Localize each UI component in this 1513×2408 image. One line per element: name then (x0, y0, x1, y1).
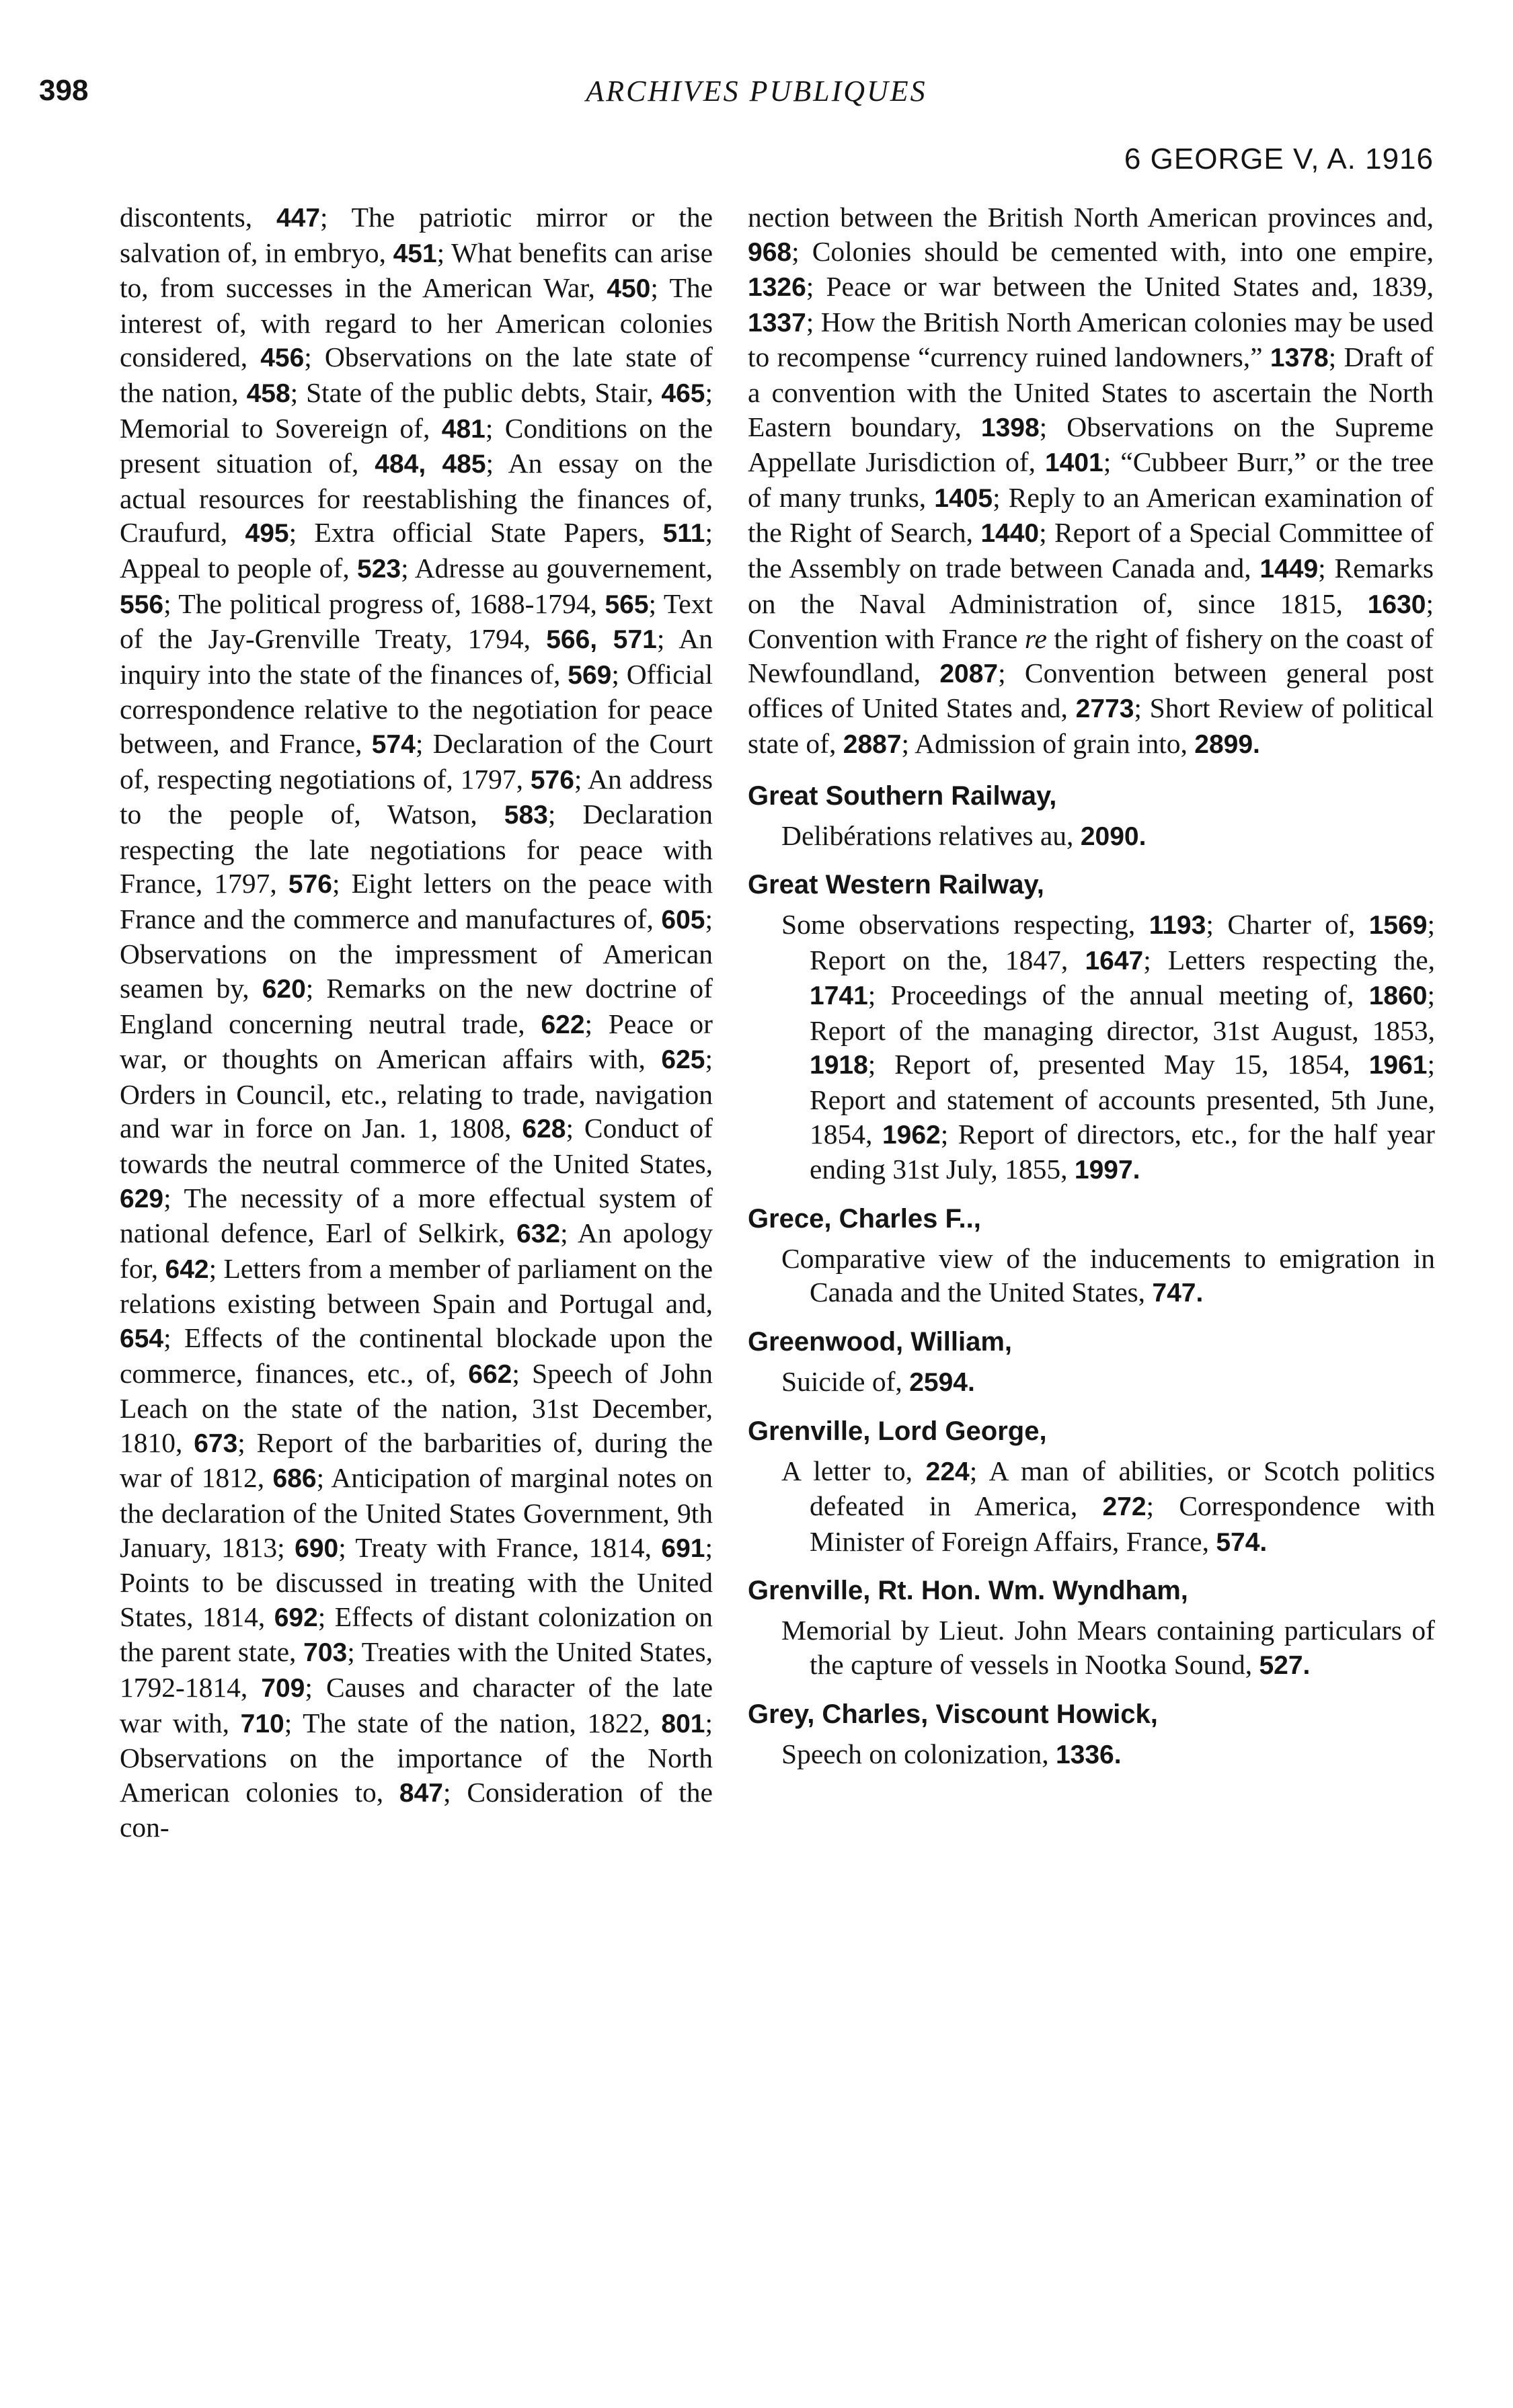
left-column-text: discontents, 447; The patriotic mirror or the salvation of, in embryo, 451; What benefits can arise to, from successes in the American War, 450; The interest of, with regard to her American colonies considered, 456; Observations on the late state of the nation, 458; State of the public debts, Stair, 465; Memorial to Sovereign of, 481; Conditions on the present situation of, 484, 485; An essay on the actual resources for reestablishing the finances of, Craufurd, 495; Extra official State Papers, 511; Appeal to people of, 523; Adresse au gouvernement, 556; The political progress of, 1688-1794, 565; Text of the Jay-Grenville Treaty, 1794, 566, 571; An inquiry into the state of the finances of, 569; Official correspondence relative to the negotiation for peace between, and France, 574; Declaration of the Court of, respecting negotiations of, 1797, 576; An address to the people of, Watson, 583; Declaration respecting the late negotiations for peace with France, 1797, 576; Eight letters on the peace with France and the commerce and manufactures of, 605; Observations on the impressment of American seamen by, 620; Remarks on the new doctrine of England concerning neutral trade, 622; Peace or war, or thoughts on American affairs with, 625; Orders in Council, etc., relating to trade, navigation and war in force on Jan. 1, 1808, 628; Conduct of towards the neutral commerce of the United States, 629; The necessity of a more effectual system of national defence, Earl of Selkirk, 632; An apology for, 642; Letters from a member of parliament on the relations existing between Spain and Portugal and, 654; Effects of the continental blockade upon the commerce, finances, etc., of, 662; Speech of John Leach on the state of the nation, 31st December, 1810, 673; Report of the barbarities of, during the war of 1812, 686; Anticipation of marginal notes on the declaration of the United States Government, 9th January, 1813; 690; Treaty with France, 1814, 691; Points to be discussed in treating with the United States, 1814, 692; Effects of distant colonization on the parent state, 703; Treaties with the United States, 1792-1814, 709; Causes and character of the late war with, 710; The state of the nation, 1822, 801; Observations on the importance of the North American colonies to, 847; Consideration of the con- (120, 202, 713, 1843)
session-label: 6 GEORGE V, A. 1916 (1124, 143, 1434, 175)
page-reference: 2087 (939, 659, 999, 688)
page-reference: 1630 (1367, 590, 1426, 619)
page-reference: 710 (240, 1709, 284, 1738)
page-reference: 1326 (748, 273, 806, 303)
page-reference: 1962 (882, 1120, 941, 1150)
page-reference: 703 (303, 1638, 348, 1668)
page-reference: 628 (522, 1115, 566, 1144)
entry-body: Suicide of, 2594. (781, 1366, 975, 1398)
entry-heading: Grece, Charles F.., (748, 1203, 981, 1234)
entry-body: Speech on colonization, 1336. (781, 1738, 1122, 1769)
page-reference: 686 (272, 1464, 317, 1494)
page-reference: 484, 485 (375, 450, 486, 479)
page-reference: 632 (516, 1219, 561, 1249)
page-reference: 2773 (1075, 694, 1134, 724)
page-reference: 1449 (1259, 554, 1319, 584)
page-reference: 456 (260, 344, 305, 373)
page-reference: 625 (661, 1045, 705, 1075)
page-reference: 1440 (980, 519, 1040, 549)
page-reference: 692 (274, 1603, 318, 1632)
page-reference: 523 (357, 554, 401, 584)
page-reference: 465 (661, 378, 705, 408)
page-reference: 481 (441, 414, 486, 444)
page-reference: 1401 (1044, 448, 1103, 478)
page-reference: 574 (371, 729, 416, 759)
page-reference: 224 (925, 1457, 970, 1486)
page-reference: 642 (165, 1254, 209, 1284)
entry-body: Comparative view of the inducements to emigration in Canada and the United States, 747. (781, 1242, 1435, 1308)
page-reference: 1918 (810, 1051, 868, 1080)
page-reference: 1961 (1368, 1051, 1428, 1080)
page-reference: 654 (120, 1324, 164, 1353)
page-reference: 451 (393, 239, 437, 268)
entry-heading: Great Southern Railway, (748, 780, 1057, 811)
entry-body: Some observations respecting, 1193; Charter of, 1569; Report on the, 1847, 1647; Letters respecting the, 1741; Proceedings of the annual meeting of, 1860; Report of the managing director, 31st August, 1853, 1918; Report of, presented May 15, 1854, 1961; Report and statement of accounts presented, 5th June, 1854, 1962; Report of directors, etc., for the half year ending 31st July, 1855, 1997. (781, 909, 1435, 1185)
page-reference: 605 (661, 905, 705, 934)
page-reference: 673 (194, 1429, 238, 1458)
page-reference: 1378 (1270, 344, 1329, 373)
page-reference: 747. (1152, 1279, 1204, 1308)
running-title: ARCHIVES PUBLIQUES (586, 75, 927, 108)
page-reference: 1398 (980, 413, 1040, 442)
entry-heading: Grenville, Rt. Hon. Wm. Wyndham, (748, 1576, 1188, 1606)
page-reference: 576 (288, 870, 332, 899)
page-reference: 566, 571 (546, 625, 657, 655)
index-entries (748, 780, 1434, 1773)
page-reference: 447 (276, 204, 321, 233)
page-reference: 1337 (748, 308, 806, 337)
page-reference: 511 (662, 519, 705, 549)
entry-heading: Great Western Railway, (748, 870, 1044, 900)
page-reference: 576 (530, 765, 574, 795)
entry-body: Delibérations relatives au, 2090. (781, 819, 1147, 851)
page-reference: 458 (246, 378, 290, 408)
page-reference: 709 (261, 1673, 305, 1703)
page-reference: 527. (1259, 1651, 1311, 1680)
page-reference: 629 (120, 1184, 164, 1213)
entry-body: A letter to, 224; A man of abilities, or Scotch politics defeated in America, 272; Correspondence with Minister of Foreign Affairs, France, 574. (781, 1455, 1435, 1557)
page-reference: 450 (607, 274, 651, 304)
page-reference: 1569 (1368, 911, 1428, 940)
page-reference: 690 (295, 1533, 339, 1563)
page-reference: 801 (661, 1709, 705, 1738)
entry-heading: Greenwood, William, (748, 1327, 1013, 1357)
page-reference: 691 (661, 1533, 705, 1563)
page-reference: 1193 (1149, 911, 1206, 940)
page-reference: 2594. (909, 1368, 975, 1398)
entry-heading: Grey, Charles, Viscount Howick, (748, 1699, 1158, 1729)
page-reference: 1647 (1085, 946, 1144, 975)
page-reference: 495 (245, 519, 289, 549)
italic-text: re (1024, 623, 1047, 655)
page-reference: 1860 (1368, 981, 1428, 1011)
right-column (748, 200, 1434, 1772)
page-reference: 2887 (843, 729, 902, 759)
left-column (120, 200, 713, 1845)
page-reference: 847 (399, 1778, 443, 1808)
page-reference: 968 (748, 237, 792, 267)
page-reference: 2090. (1080, 821, 1147, 851)
page-reference: 565 (605, 590, 649, 619)
page-reference: 1405 (934, 483, 993, 513)
continuation-text: nection between the British North American provinces and, 968; Colonies should be cemented with, into one empire, 1326; Peace or war between the United States and, 1839, 1337; How the British North American colonies may be used to recompense “currency ruined landowners,” 1378; Draft of a convention with the United States to ascertain the North Eastern boundary, 1398; Observations on the Supreme Appellate Jurisdiction of, 1401; “Cubbeer Burr,” or the tree of many trunks, 1405; Reply to an American examination of the Right of Search, 1440; Report of a Special Committee of the Assembly on trade between Canada and, 1449; Remarks on the Naval Administration of, since 1815, 1630; Convention with France re the right of fishery on the coast of Newfoundland, 2087; Convention between general post offices of United States and, 2773; Short Review of political state of, 2887; Admission of grain into, 2899. (748, 202, 1434, 759)
page-reference: 1336. (1055, 1740, 1122, 1769)
page-reference: 569 (568, 660, 612, 690)
page-reference: 1997. (1074, 1156, 1140, 1185)
page-reference: 662 (468, 1359, 512, 1389)
entry-heading: Grenville, Lord George, (748, 1416, 1047, 1446)
page-reference: 583 (504, 801, 548, 830)
entry-body: Memorial by Lieut. John Mears containing particulars of the capture of vessels in Nootka Sound, 527. (781, 1615, 1435, 1680)
page-number: 398 (39, 74, 89, 107)
page-reference: 620 (262, 975, 306, 1004)
page-reference: 2899. (1194, 729, 1260, 759)
page-reference: 1741 (810, 981, 868, 1011)
page-reference: 272 (1102, 1492, 1147, 1522)
page-reference: 556 (120, 590, 164, 619)
page-reference: 574. (1216, 1527, 1268, 1557)
page-reference: 622 (541, 1010, 585, 1039)
